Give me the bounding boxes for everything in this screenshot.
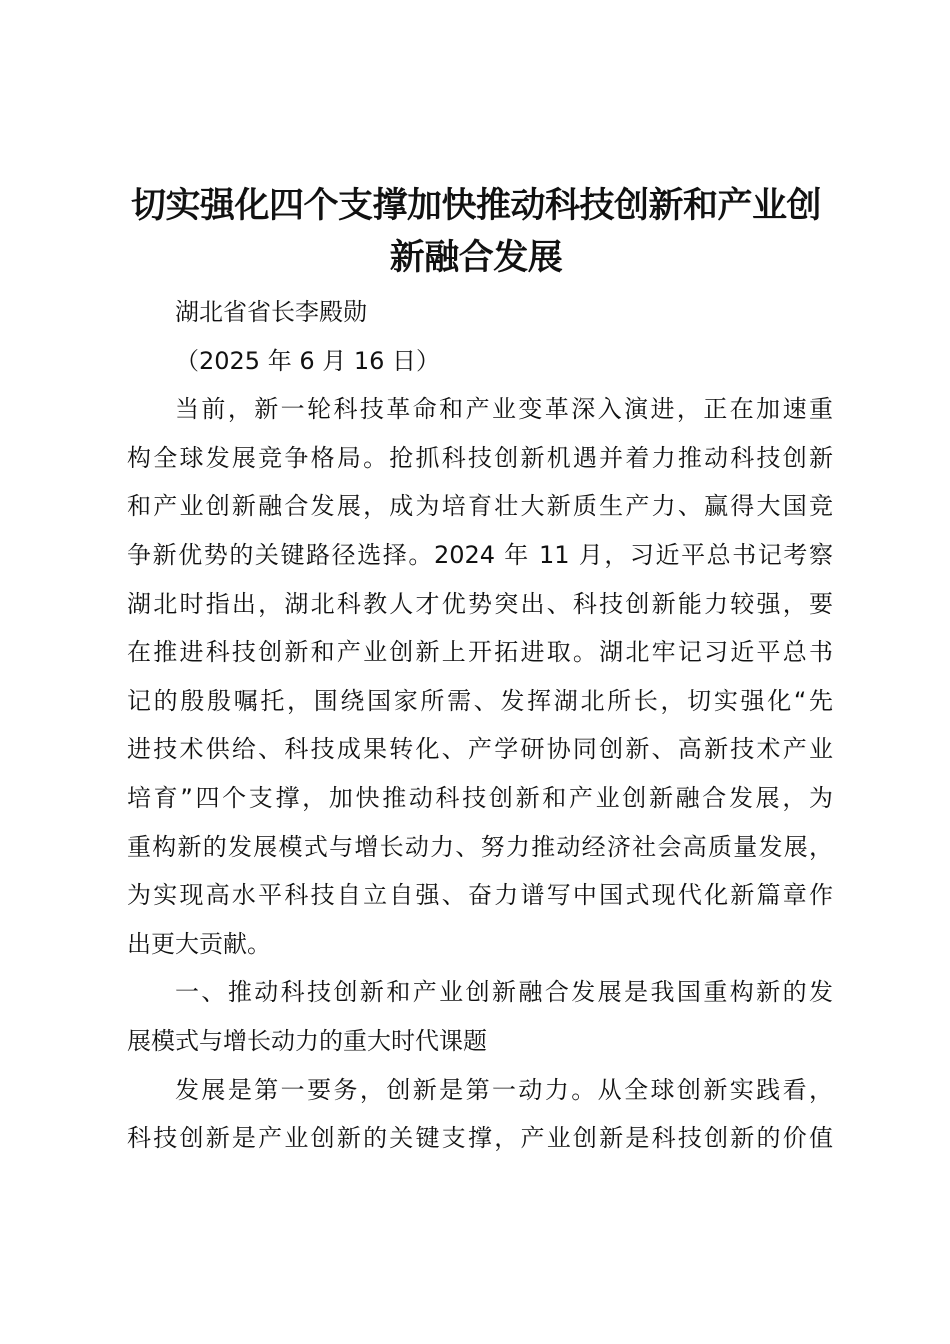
document-title [118,180,834,284]
date-line: （2025 年 6 月 16 日） [175,346,441,375]
title-line: 新融合发展 [389,238,563,278]
paragraph-2 [127,1066,833,1163]
paragraph-line: 在推进科技创新和产业创新上开拓进取。湖北牢记习近平总书 [127,638,833,667]
title-line: 切实强化四个支撑加快推动科技创新和产业创 [130,186,821,226]
author-line: 湖北省省长李殿勋 [175,298,367,326]
document-body [127,288,833,1163]
paragraph-line: 重构新的发展模式与增长动力、努力推动经济社会高质量发展， [127,832,833,861]
paragraph-line: 为实现高水平科技自立自强、奋力谱写中国式现代化新篇章作 [127,881,833,910]
paragraph-line: 发展是第一要务，创新是第一动力。从全球创新实践看， [175,1075,833,1104]
paragraph-line: 构全球发展竞争格局。抢抓科技创新机遇并着力推动科技创新 [127,443,833,472]
paragraph-1 [127,385,833,968]
paragraph-line: 培育”四个支撑，加快推动科技创新和产业创新融合发展，为 [127,783,833,812]
paragraph-line: 争新优势的关键路径选择。2024 年 11 月，习近平总书记考察 [127,540,833,569]
paragraph-line: 当前，新一轮科技革命和产业变革深入演进，正在加速重 [175,395,833,424]
paragraph-line: 记的殷殷嘱托，围绕国家所需、发挥湖北所长，切实强化“先 [127,686,833,715]
paragraph-line: 湖北时指出，湖北科教人才优势突出、科技创新能力较强，要 [127,589,833,618]
paragraph-line: 和产业创新融合发展，成为培育壮大新质生产力、赢得大国竞 [127,492,833,521]
section-1-heading [127,968,833,1065]
paragraph-line: 科技创新是产业创新的关键支撑，产业创新是科技创新的价值 [127,1124,833,1153]
paragraph-line: 进技术供给、科技成果转化、产学研协同创新、高新技术产业 [127,735,833,764]
heading-line: 一、推动科技创新和产业创新融合发展是我国重构新的发 [175,978,833,1007]
heading-line: 展模式与增长动力的重大时代课题 [127,1026,487,1055]
paragraph-line: 出更大贡献。 [127,929,271,958]
